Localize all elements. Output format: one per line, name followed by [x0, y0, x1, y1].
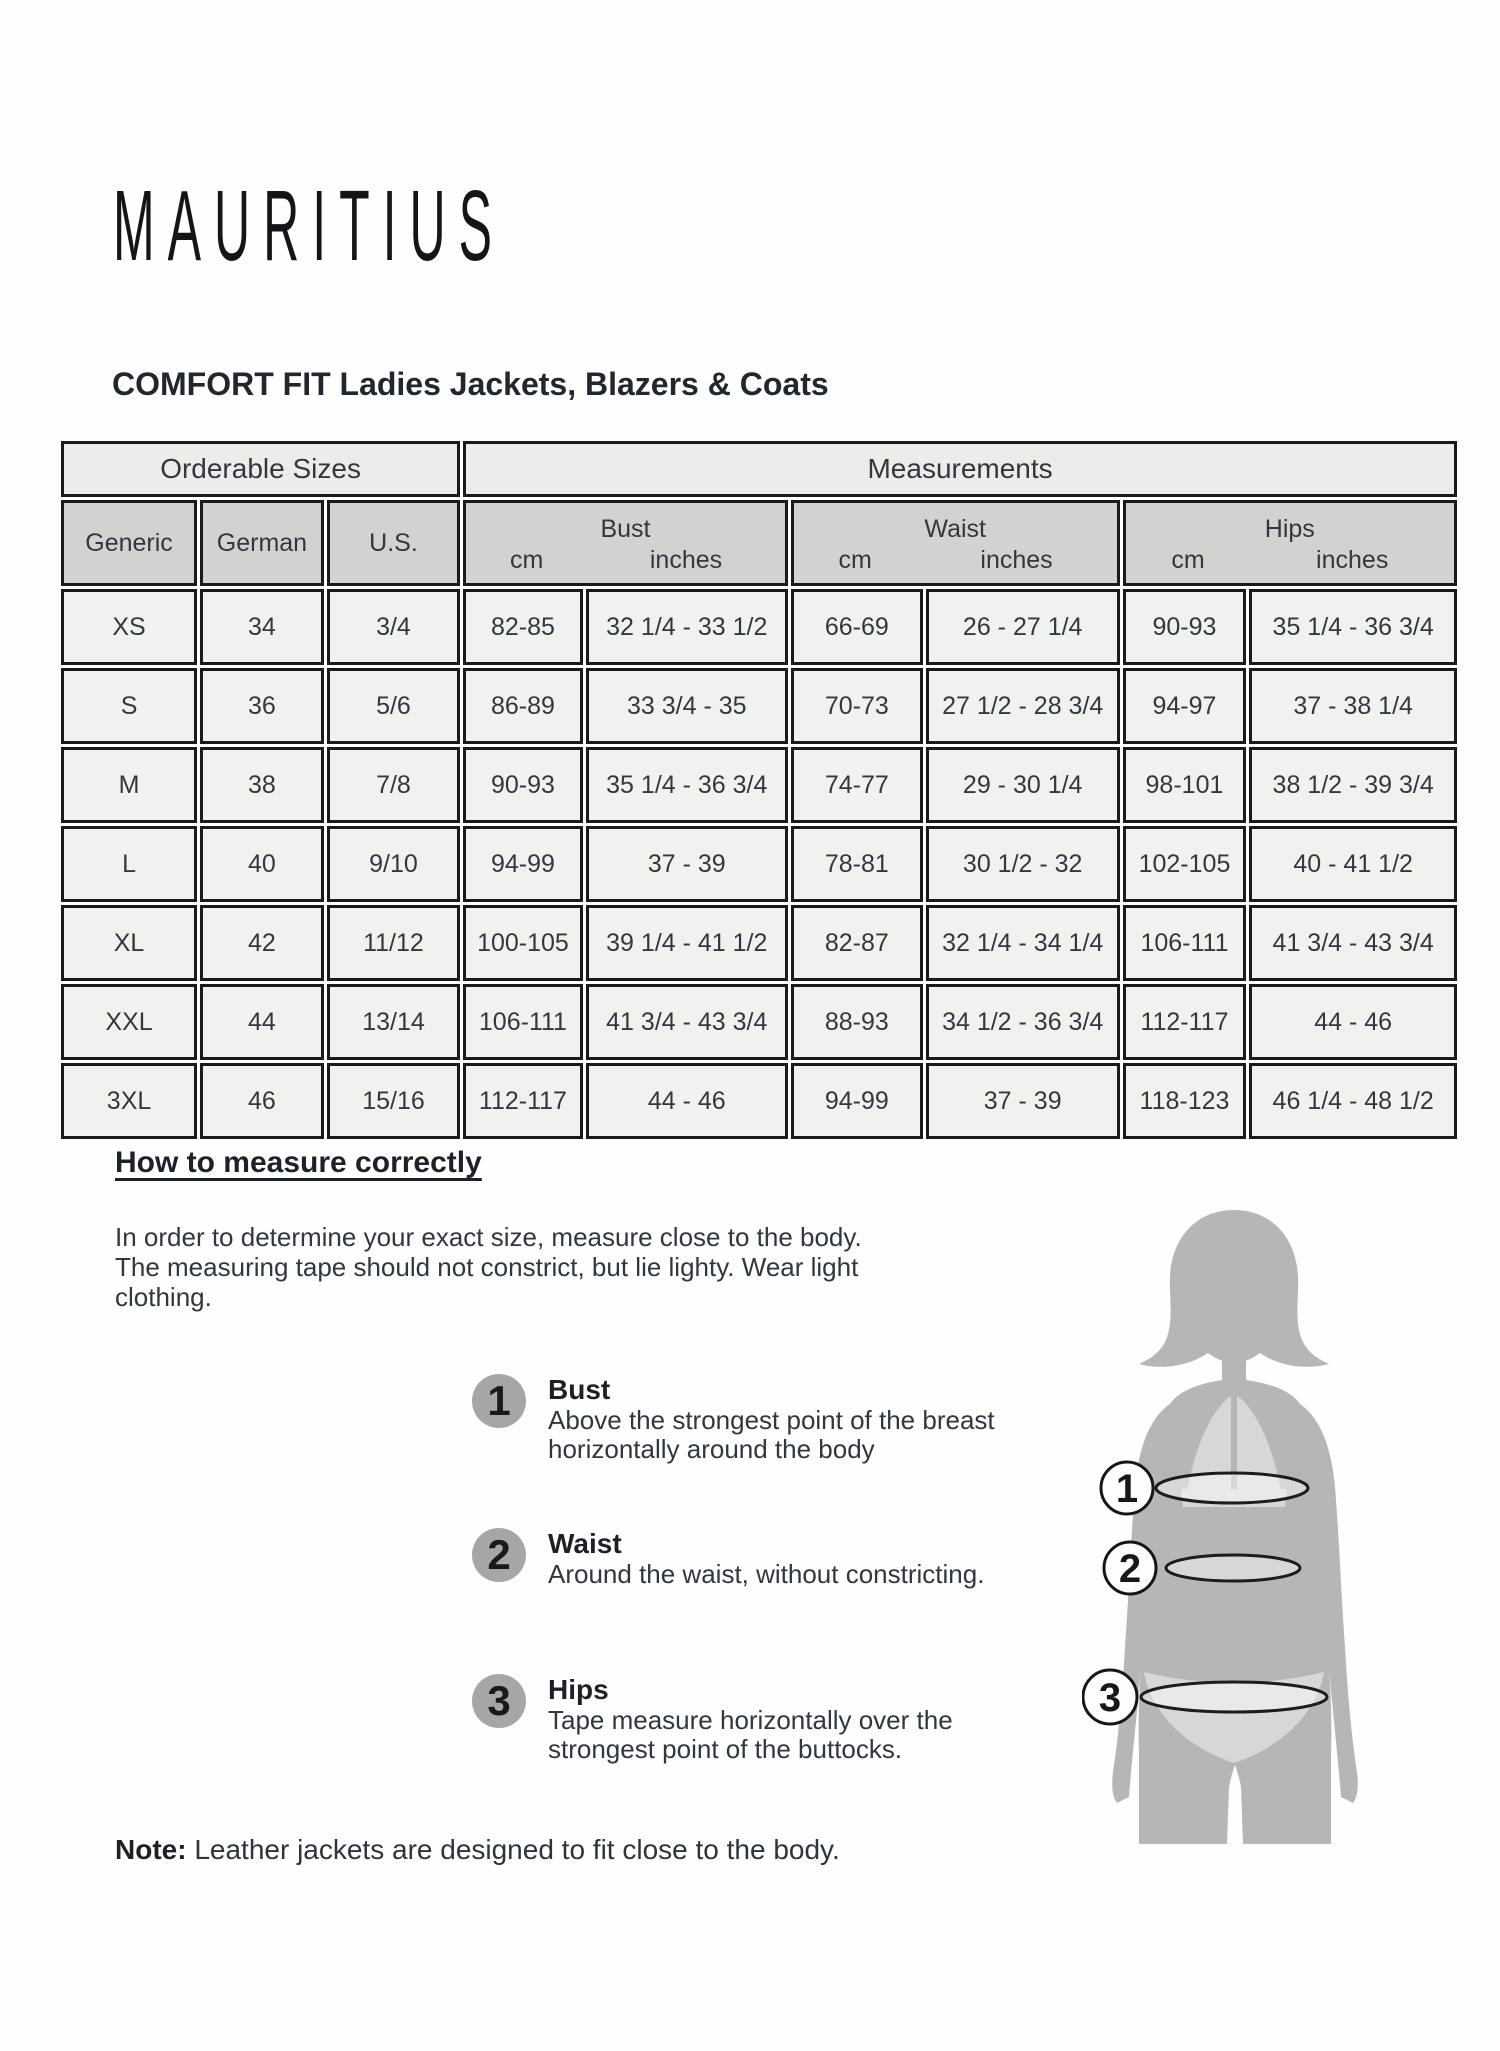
step-description-line: horizontally around the body [548, 1434, 875, 1464]
cell: 106-111 [463, 984, 583, 1060]
cell: 74-77 [791, 747, 923, 823]
cell: 5/6 [327, 668, 460, 744]
cell: 32 1/4 - 33 1/2 [586, 589, 788, 665]
hips-label: Hips [1264, 515, 1315, 543]
bust-label: Bust [600, 515, 651, 543]
cell: 46 [200, 1063, 324, 1139]
step-number-badge: 3 [472, 1674, 526, 1728]
cell: 41 3/4 - 43 3/4 [1249, 905, 1457, 981]
hips-ellipse [1141, 1682, 1327, 1712]
cell: 42 [200, 905, 324, 981]
col-header-waist [791, 500, 1120, 586]
cell: 94-99 [463, 826, 583, 902]
cell: 40 [200, 826, 324, 902]
col-header-us: U.S. [327, 500, 460, 586]
step-title: Hips [548, 1674, 609, 1705]
orderable-sizes-header: Orderable Sizes [61, 441, 460, 497]
cell: 88-93 [791, 984, 923, 1060]
waist-label: Waist [924, 515, 986, 543]
page-title: COMFORT FIT Ladies Jackets, Blazers & Coats [112, 366, 829, 402]
cell: 27 1/2 - 28 3/4 [926, 668, 1120, 744]
cell: M [61, 747, 197, 823]
cell: 26 - 27 1/4 [926, 589, 1120, 665]
cell: 35 1/4 - 36 3/4 [1249, 589, 1457, 665]
cell: 38 1/2 - 39 3/4 [1249, 747, 1457, 823]
cell: XS [61, 589, 197, 665]
cell: 86-89 [463, 668, 583, 744]
cell: XXL [61, 984, 197, 1060]
note-body: Leather jackets are designed to fit close to the body. [186, 1834, 840, 1865]
step-description-line: Tape measure horizontally over the [548, 1705, 953, 1735]
cell: 82-85 [463, 589, 583, 665]
step-title: Bust [548, 1374, 611, 1405]
cell: 11/12 [327, 905, 460, 981]
cell: 44 - 46 [586, 1063, 788, 1139]
bust-ellipse [1156, 1473, 1308, 1503]
cell: 100-105 [463, 905, 583, 981]
cell: 44 [200, 984, 324, 1060]
step-number-badge: 1 [472, 1374, 526, 1428]
cell: S [61, 668, 197, 744]
cell: 30 1/2 - 32 [926, 826, 1120, 902]
bust-cm-label: cm [510, 546, 544, 574]
cell: 9/10 [327, 826, 460, 902]
cell: 37 - 38 1/4 [1249, 668, 1457, 744]
cell: 3/4 [327, 589, 460, 665]
cell: 118-123 [1123, 1063, 1247, 1139]
cell: 112-117 [463, 1063, 583, 1139]
cell: 36 [200, 668, 324, 744]
note-label: Note: [115, 1834, 187, 1865]
step-description-line: strongest point of the buttocks. [548, 1734, 903, 1764]
col-header-bust [463, 500, 788, 586]
step-title: Waist [548, 1528, 622, 1559]
cell: 102-105 [1123, 826, 1247, 902]
cell: 15/16 [327, 1063, 460, 1139]
measurements-header: Measurements [463, 441, 1457, 497]
cell: 7/8 [327, 747, 460, 823]
table-group-header-row [61, 441, 1457, 497]
cell: 33 3/4 - 35 [586, 668, 788, 744]
hips-cm-label: cm [1171, 546, 1205, 574]
hips-inches-label: inches [1316, 546, 1389, 574]
cell: 94-99 [791, 1063, 923, 1139]
waist-ellipse [1166, 1555, 1300, 1581]
step-description-line: Above the strongest point of the breast [548, 1405, 995, 1435]
table-row-xs [61, 589, 1457, 665]
table-row-xl [61, 905, 1457, 981]
step-number-badge: 2 [472, 1528, 526, 1582]
measure-section-heading: How to measure correctly [115, 1146, 482, 1179]
col-header-hips [1123, 500, 1457, 586]
table-row-m [61, 747, 1457, 823]
measure-intro-text [115, 1222, 862, 1312]
intro-line: clothing. [115, 1282, 212, 1312]
cell: 98-101 [1123, 747, 1247, 823]
cell: 90-93 [1123, 589, 1247, 665]
intro-line: In order to determine your exact size, measure close to the body. [115, 1222, 862, 1252]
cell: 44 - 46 [1249, 984, 1457, 1060]
silhouette-body [1112, 1366, 1358, 1844]
table-row-l [61, 826, 1457, 902]
cell: 38 [200, 747, 324, 823]
col-header-generic: Generic [61, 500, 197, 586]
cell: 66-69 [791, 589, 923, 665]
cell: 13/14 [327, 984, 460, 1060]
step-description-line: Around the waist, without constricting. [548, 1559, 985, 1589]
measure-step-bust [472, 1374, 995, 1464]
cell: 40 - 41 1/2 [1249, 826, 1457, 902]
cell: 106-111 [1123, 905, 1247, 981]
cell: 29 - 30 1/4 [926, 747, 1120, 823]
cell: L [61, 826, 197, 902]
table-row-3xl [61, 1063, 1457, 1139]
cell: 37 - 39 [586, 826, 788, 902]
cell: 39 1/4 - 41 1/2 [586, 905, 788, 981]
cell: 112-117 [1123, 984, 1247, 1060]
cell: 37 - 39 [926, 1063, 1120, 1139]
cell: 34 [200, 589, 324, 665]
waist-cm-label: cm [838, 546, 872, 574]
note-text [115, 1834, 840, 1866]
size-table [58, 438, 1460, 1142]
cell: 82-87 [791, 905, 923, 981]
cell: 78-81 [791, 826, 923, 902]
waist-inches-label: inches [980, 546, 1053, 574]
figure-marker-1-label: 1 [1115, 1467, 1139, 1511]
cell: 32 1/4 - 34 1/4 [926, 905, 1120, 981]
intro-line: The measuring tape should not constrict, but lie lighty. Wear light [115, 1252, 859, 1282]
cell: XL [61, 905, 197, 981]
figure-marker-3-label: 3 [1098, 1676, 1122, 1720]
cell: 46 1/4 - 48 1/2 [1249, 1063, 1457, 1139]
brand-logo: MAURITIUS [113, 170, 505, 282]
measurement-figure [1082, 1206, 1462, 1848]
cell: 3XL [61, 1063, 197, 1139]
woman-silhouette [1082, 1206, 1462, 1848]
cell: 94-97 [1123, 668, 1247, 744]
measure-step-waist [472, 1528, 984, 1589]
measure-step-hips [472, 1674, 953, 1764]
cell: 41 3/4 - 43 3/4 [586, 984, 788, 1060]
figure-marker-2-label: 2 [1118, 1547, 1142, 1591]
cell: 70-73 [791, 668, 923, 744]
cell: 35 1/4 - 36 3/4 [586, 747, 788, 823]
table-column-header-row [61, 500, 1457, 586]
cell: 90-93 [463, 747, 583, 823]
table-row-xxl [61, 984, 1457, 1060]
cell: 34 1/2 - 36 3/4 [926, 984, 1120, 1060]
bust-inches-label: inches [649, 546, 723, 574]
col-header-german: German [200, 500, 324, 586]
table-row-s [61, 668, 1457, 744]
